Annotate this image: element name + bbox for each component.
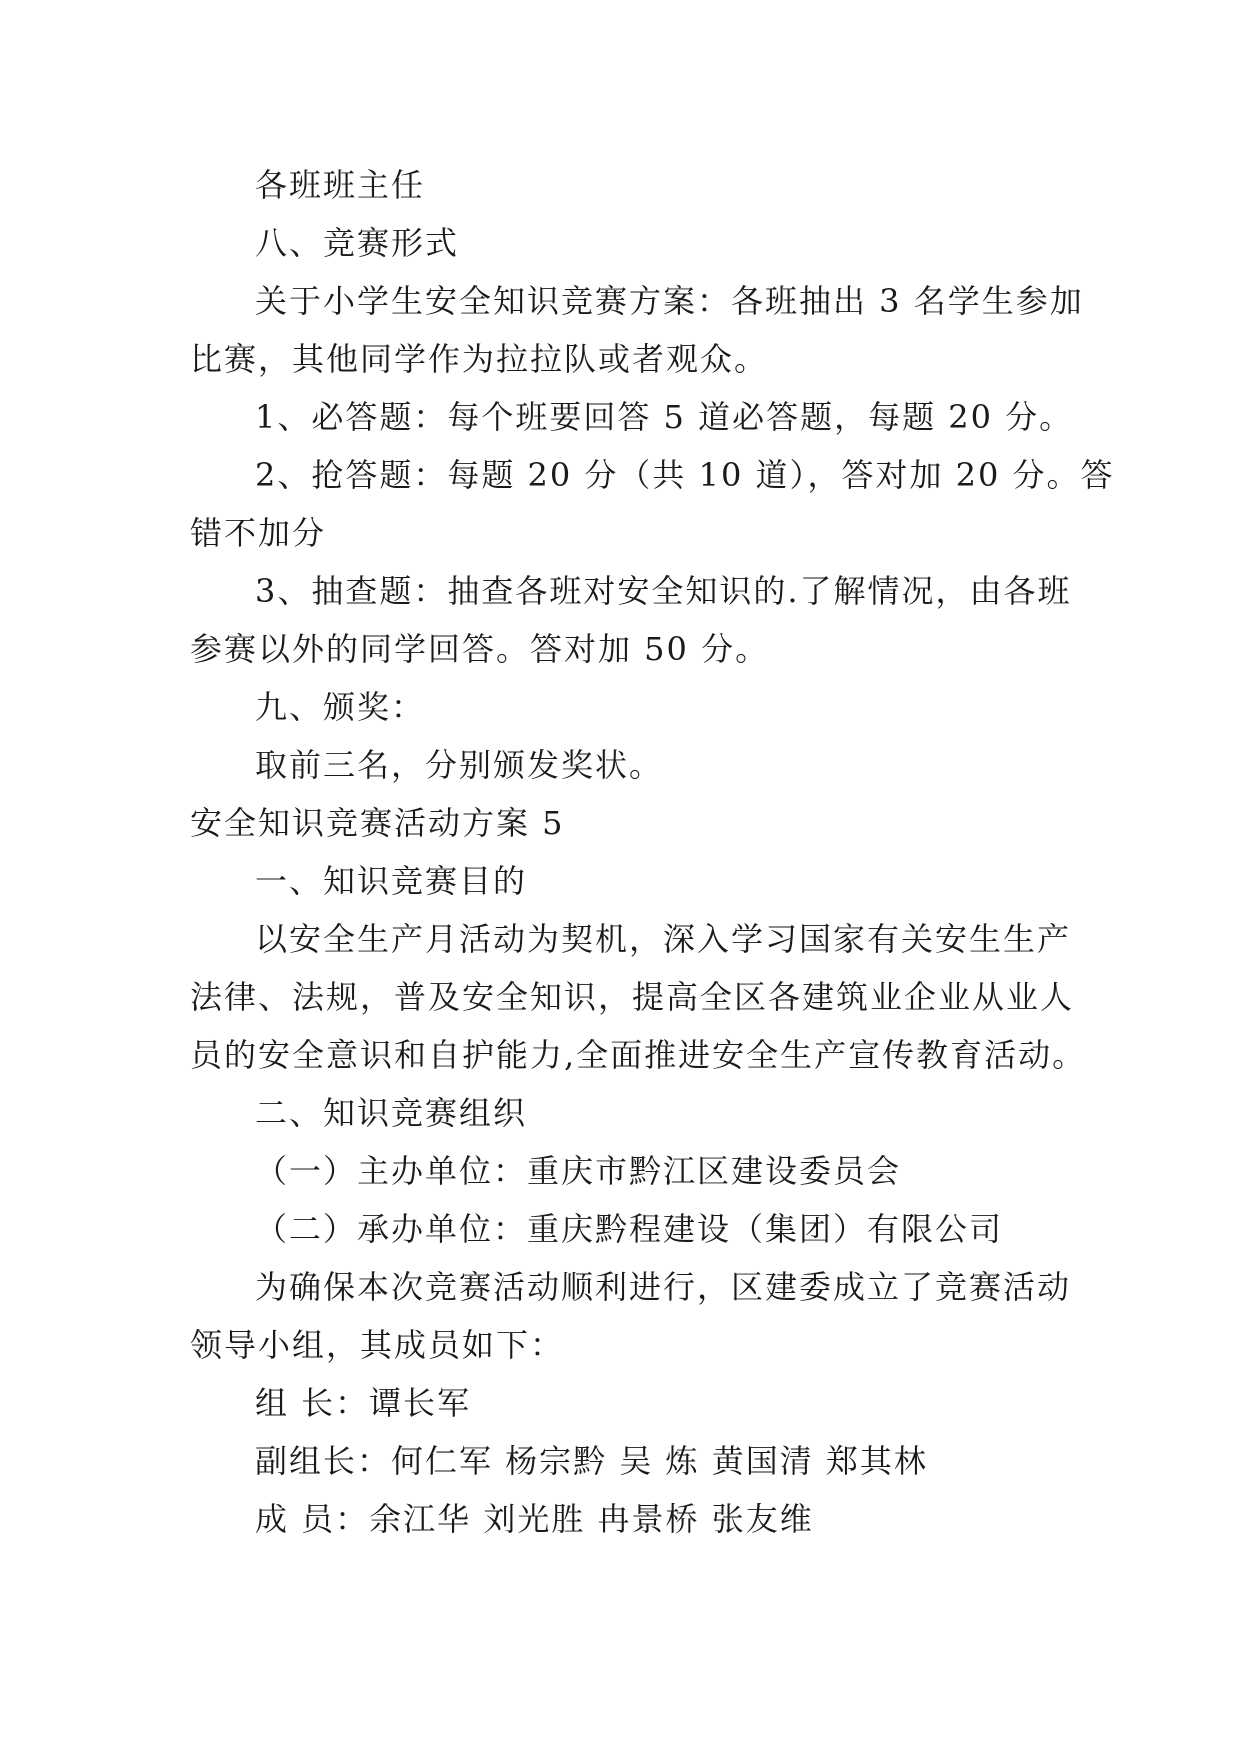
- text-line-19: （二）承办单位：重庆黔程建设（集团）有限公司: [255, 1210, 1004, 1248]
- text-line-7: 错不加分: [190, 514, 327, 552]
- document-title-5: 安全知识竞赛活动方案 5: [190, 804, 565, 842]
- text-line-24: 成 员：余江华 刘光胜 冉景桥 张友维: [255, 1500, 814, 1538]
- text-line-11: 取前三名，分别颁发奖状。: [255, 746, 664, 784]
- text-line-21: 领导小组，其成员如下：: [190, 1326, 565, 1364]
- text-line-16: 员的安全意识和自护能力,全面推进安全生产宣传教育活动。: [190, 1036, 1087, 1074]
- text-line-14: 以安全生产月活动为契机，深入学习国家有关安生生产: [255, 920, 1072, 958]
- text-line-6: 2、抢答题：每题 20 分（共 10 道），答对加 20 分。答: [255, 456, 1115, 494]
- text-line-23: 副组长：何仁军 杨宗黔 吴 炼 黄国清 郑其林: [255, 1442, 928, 1480]
- text-line-15: 法律、法规，普及安全知识，提高全区各建筑业企业从业人: [190, 978, 1075, 1016]
- text-line-9: 参赛以外的同学回答。答对加 50 分。: [190, 630, 770, 668]
- text-line-3: 关于小学生安全知识竞赛方案：各班抽出 3 名学生参加: [255, 282, 1084, 320]
- text-line-20: 为确保本次竞赛活动顺利进行，区建委成立了竞赛活动: [255, 1268, 1072, 1306]
- section-heading-8: 八、竞赛形式: [255, 224, 460, 262]
- text-line-8: 3、抽查题：抽查各班对安全知识的.了解情况，由各班: [255, 572, 1072, 610]
- text-line-5: 1、必答题：每个班要回答 5 道必答题，每题 20 分。: [255, 398, 1074, 436]
- section-heading-1: 一、知识竞赛目的: [255, 862, 528, 900]
- text-line-18: （一）主办单位：重庆市黔江区建设委员会: [255, 1152, 902, 1190]
- section-heading-9: 九、颁奖：: [255, 688, 426, 726]
- text-line-22: 组 长：谭长军: [255, 1384, 472, 1422]
- section-heading-2: 二、知识竞赛组织: [255, 1094, 528, 1132]
- text-line-1: 各班班主任: [255, 166, 426, 204]
- text-line-4: 比赛，其他同学作为拉拉队或者观众。: [190, 340, 769, 378]
